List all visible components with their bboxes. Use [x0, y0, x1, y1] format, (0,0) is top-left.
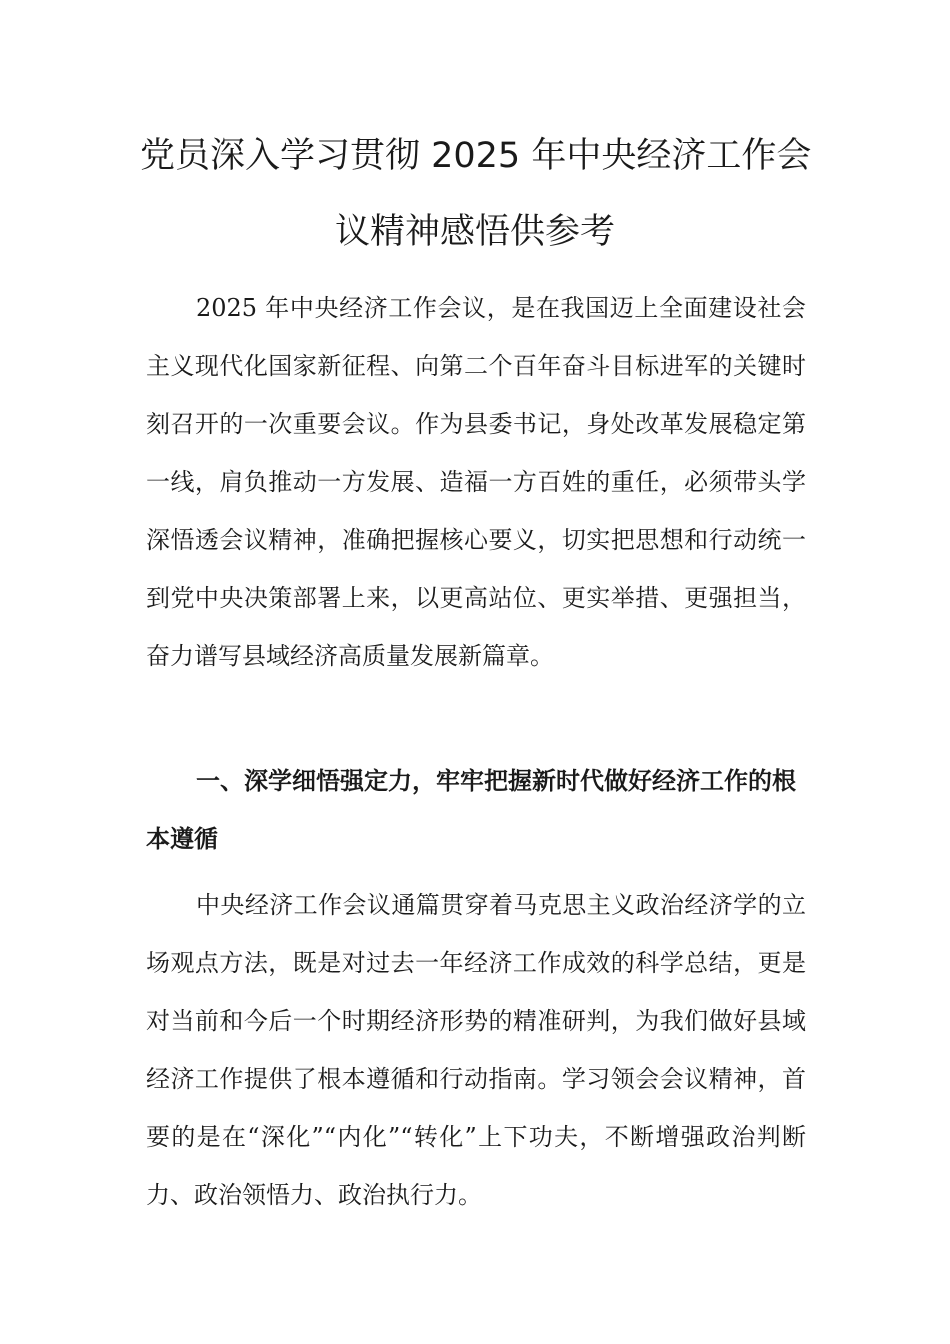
document-title-line-2: 议精神感悟供参考	[334, 212, 615, 252]
document-title-line-1: 党员深入学习贯彻 2025 年中央经济工作会	[140, 136, 812, 176]
section-1-paragraph: 中央经济工作会议通篇贯穿着马克思主义政治经济学的立场观点方法，既是对过去一年经济工作成效的科学总结，更是对当前和今后一个时期经济形势的精准研判，为我们做好县域经济工作提供了根本遵循和行动指南。学习领会会议精神，首要的是在“深化”“内化”“转化”上下功夫，不断增强政治判断力、政治领悟力、政治执行力。	[146, 891, 806, 1209]
intro-paragraph: 2025 年中央经济工作会议，是在我国迈上全面建设社会主义现代化国家新征程、向第二个百年奋斗目标进军的关键时刻召开的一次重要会议。作为县委书记，身处改革发展稳定第一线，肩负推动一方发展、造福一方百姓的重任，必须带头学深悟透会议精神，准确把握核心要义，切实把思想和行动统一到党中央决策部署上来，以更高站位、更实举措、更强担当，奋力谱写县域经济高质量发展新篇章。	[146, 294, 806, 670]
section-heading-1: 一、深学细悟强定力，牢牢把握新时代做好经济工作的根本遵循	[146, 767, 796, 853]
